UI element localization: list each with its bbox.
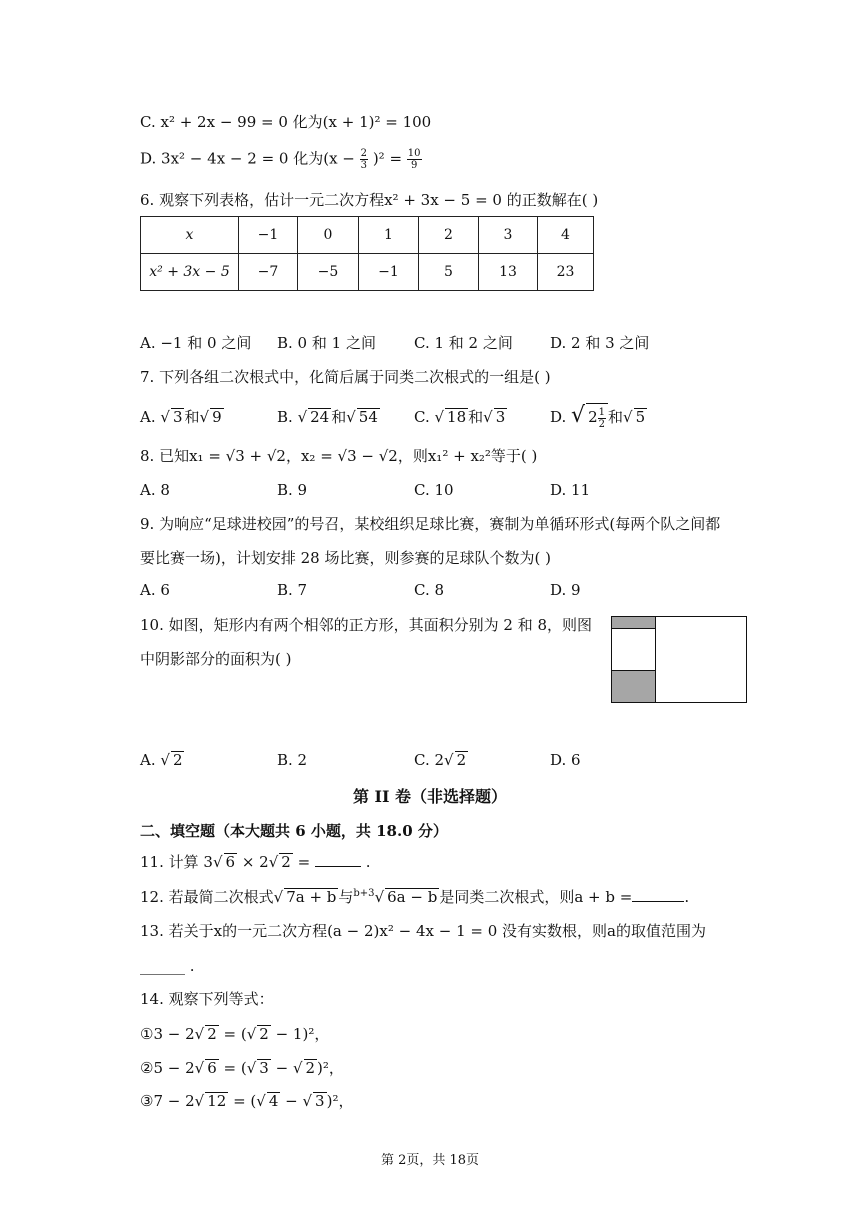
q12-answer-blank[interactable]	[632, 901, 684, 902]
shaded-region-top	[612, 617, 656, 629]
q6-option-b: B. 0 和 1 之间	[277, 334, 376, 352]
q7-option-c: C. √ 18 和√ 3	[414, 408, 506, 426]
table-cell: 5	[419, 254, 479, 291]
page-footer: 第 2页，共 18页	[380, 1153, 480, 1168]
q14-stem: 14. 观察下列等式：	[140, 990, 274, 1008]
q9-option-b: B. 7	[277, 581, 308, 599]
q9-stem-line-2: 要比赛一场)，计划安排 28 场比赛，则参赛的足球队个数为( )	[140, 549, 551, 567]
q11-answer-blank[interactable]	[315, 866, 361, 867]
q9-option-c: C. 8	[414, 581, 445, 599]
q8-option-c: C. 10	[414, 481, 454, 499]
table-row	[141, 254, 594, 291]
section-fill-in-heading: 二、填空题（本大题共 6 小题，共 18.0 分）	[140, 822, 448, 840]
q6-option-c: C. 1 和 2 之间	[414, 334, 513, 352]
q6-value-table	[140, 216, 594, 291]
q8-option-d: D. 11	[550, 481, 591, 499]
q13-stem-line-1: 13. 若关于x的一元二次方程(a − 2)x² − 4x − 1 = 0 没有实数根，则a的取值范围为	[140, 922, 706, 940]
shaded-region-bottom	[612, 671, 656, 703]
q13-stem-line-2: ______ .	[140, 957, 195, 975]
q9-option-a: A. 6	[140, 581, 170, 599]
small-square	[612, 629, 656, 671]
q7-option-d: D. √ 2 $\frac{1}{2}$ 和√ 5	[550, 403, 646, 430]
q10-option-c: C. 2√ 2	[414, 751, 467, 769]
q11: 11. 计算 3√ 6 × 2√ 2 = .	[140, 853, 371, 871]
q10-rectangle-figure	[611, 616, 747, 703]
q6-stem: 6. 观察下列表格，估计一元二次方程x² + 3x − 5 = 0 的正数解在( )	[140, 191, 599, 209]
q8-option-a: A. 8	[140, 481, 170, 499]
q8-stem: 8. 已知x₁ = √3 + √2，x₂ = √3 − √2，则x₁² + x₂²等于( )	[140, 447, 538, 465]
table-cell: 4	[538, 217, 594, 254]
q14-equation-3: ③7 − 2√ 12 = (√ 4 − √ 3 )²，	[140, 1092, 354, 1110]
q5-d-pre: D. 3x² − 4x − 2 = 0 化为(x −	[140, 149, 355, 168]
q7-option-a: A. √ 3 和√ 9	[140, 408, 222, 426]
q10-option-a: A. √ 2	[140, 751, 183, 769]
q5-d-fraction-1: $\frac{2}{3}$	[360, 148, 368, 171]
table-cell: 1	[359, 217, 419, 254]
table-cell: 3	[479, 217, 538, 254]
part-2-title: 第 II 卷（非选择题）	[352, 787, 508, 806]
table-cell: −1	[359, 254, 419, 291]
table-cell: −7	[239, 254, 298, 291]
q9-option-d: D. 9	[550, 581, 581, 599]
table-cell: 23	[538, 254, 594, 291]
table-cell: −5	[298, 254, 359, 291]
table-cell: x² + 3x − 5	[141, 254, 239, 291]
q14-equation-1: ①3 − 2√ 2 = (√ 2 − 1)²，	[140, 1025, 330, 1043]
q7-stem: 7. 下列各组二次根式中，化简后属于同类二次根式的一组是( )	[140, 368, 551, 386]
q10-stem-line-1: 10. 如图，矩形内有两个相邻的正方形，其面积分别为 2 和 8，则图	[140, 616, 593, 634]
q8-option-b: B. 9	[277, 481, 308, 499]
table-cell: 2	[419, 217, 479, 254]
q12: 12. 若最简二次根式√ 7a + b 与$^{b+3}$√ 6a − b 是同类二次根式，则a + b = .	[140, 888, 690, 906]
q9-stem-line-1: 9. 为响应“足球进校园”的号召，某校组织足球比赛，赛制为单循环形式(每两个队之间都	[140, 515, 721, 533]
q10-option-b: B. 2	[277, 751, 308, 769]
q10-option-d: D. 6	[550, 751, 581, 769]
q10-stem-line-2: 中阴影部分的面积为( )	[140, 650, 292, 668]
q5-d-fraction-2: $\frac{10}{9}$	[407, 148, 421, 171]
q5-d-mid: )² =	[372, 149, 403, 168]
table-row	[141, 217, 594, 254]
table-cell: 0	[298, 217, 359, 254]
table-cell: 13	[479, 254, 538, 291]
q7-option-b: B. √ 24 和√ 54	[277, 408, 378, 426]
table-cell: −1	[239, 217, 298, 254]
q14-equation-2: ②5 − 2√ 6 = (√ 3 − √ 2 )²，	[140, 1059, 344, 1077]
q6-option-d: D. 2 和 3 之间	[550, 334, 650, 352]
q6-option-a: A. −1 和 0 之间	[140, 334, 252, 352]
q5-option-c: C. x² + 2x − 99 = 0 化为(x + 1)² = 100	[140, 113, 432, 131]
table-cell: x	[141, 217, 239, 254]
q5-option-d	[140, 148, 422, 171]
